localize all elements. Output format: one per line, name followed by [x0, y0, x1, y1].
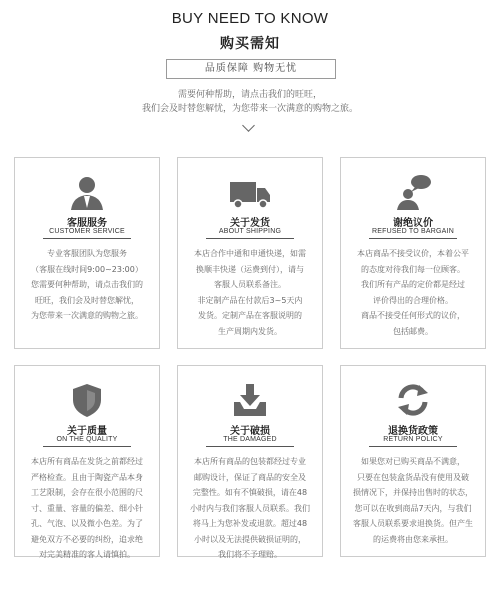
card-text: 孔、气泡、以及微小色差。为了	[31, 519, 143, 528]
card-text: 评价得出的合理价格。	[373, 295, 453, 305]
card-text: 完整性。如有不慎破损，请在48	[192, 488, 308, 497]
card-text: 小时内与我们客服人员联系。我们	[190, 503, 310, 513]
card-text: 的运费将由您来承担。	[373, 534, 453, 544]
card-text: 工艺限制，会存在很小范围的尺	[31, 488, 143, 497]
card-body	[21, 246, 153, 324]
card-title: 退换货政策	[388, 426, 438, 437]
chevron-down-icon	[242, 119, 255, 132]
intro-line: 需要何种帮助，请点击我们的旺旺，	[177, 90, 322, 100]
card-title: 客服服务	[67, 218, 107, 229]
card-text: 您需要何种帮助，请点击我们的	[31, 280, 143, 289]
card-text: 损情况下，并保持出售时的状态，	[353, 488, 473, 497]
card-text: 本店所有商品的包装都经过专业	[194, 457, 306, 466]
card-text: 商品不接受任何形式的议价，	[361, 311, 465, 320]
divider	[369, 238, 457, 239]
card-text: 旺旺，我们会及时替您解忧，	[35, 295, 139, 305]
speech-person-icon	[391, 174, 435, 210]
card-subtitle: THE DAMAGED	[223, 436, 277, 443]
card-subtitle: ON THE QUALITY	[56, 436, 118, 443]
card-body	[347, 454, 479, 547]
card-damaged	[177, 365, 323, 557]
card-title: 谢绝议价	[393, 218, 433, 229]
card-text: 客服人员联系备注。	[214, 280, 286, 289]
shield-icon	[65, 382, 109, 418]
quality-badge: 品质保障 购物无忧	[166, 59, 336, 79]
card-text: 包括邮费。	[393, 326, 433, 336]
card-text: 如果您对已购买商品不满意，	[361, 457, 465, 466]
card-quality	[14, 365, 160, 557]
card-text: 寸、重量、容量的偏差、细小针	[31, 503, 143, 513]
card-text: 本店所有商品在发货之前都经过	[31, 457, 143, 466]
card-text: 发货。定制产品在客服说明的	[198, 311, 302, 320]
card-text: 生产周期内发货。	[218, 326, 282, 336]
divider	[43, 238, 131, 239]
card-title: 关于破损	[230, 426, 270, 437]
divider	[206, 446, 294, 447]
inbox-download-icon	[228, 382, 272, 418]
truck-icon	[228, 174, 272, 210]
card-text: 的态度对待我们每一位顾客。	[361, 264, 465, 274]
card-subtitle: CUSTOMER SERVICE	[49, 228, 125, 235]
card-shipping	[177, 157, 323, 349]
card-return-policy	[340, 365, 486, 557]
card-bargain	[340, 157, 486, 349]
card-text: 将马上为您补发或退款。超过48	[192, 519, 308, 528]
card-subtitle: REFUSED TO BARGAIN	[372, 228, 454, 235]
refresh-arrows-icon	[391, 382, 435, 418]
page-title-cn: 购买需知	[220, 36, 280, 52]
card-text: 我们所有产品的定价都是经过	[361, 280, 465, 289]
card-text: 非定制产品在付款后3~5天内	[197, 295, 303, 305]
card-subtitle: RETURN POLICY	[383, 436, 443, 443]
card-text: 本店合作中通和申通快递，如需	[194, 249, 306, 258]
card-body	[184, 246, 316, 339]
card-title: 关于发货	[230, 218, 270, 229]
card-text: 本店商品不接受议价，本着公平	[357, 249, 469, 258]
customer-service-icon	[65, 174, 109, 210]
card-text: 小时以及无法提供破损证明的，	[194, 534, 306, 544]
divider	[43, 446, 131, 447]
intro-line: 我们会及时替您解忧，为您带来一次满意的购物之旅。	[141, 104, 358, 114]
page-title-en: BUY NEED TO KNOW	[171, 10, 329, 27]
card-text: 对完美精准的客人请慎拍。	[39, 550, 135, 559]
card-text: 换顺丰快递（运费到付），请与	[196, 264, 304, 274]
card-text: 我们将不予理赔。	[218, 550, 282, 559]
card-customer-service	[14, 157, 160, 349]
divider	[369, 446, 457, 447]
card-body	[21, 454, 153, 563]
card-text: 为您带来一次满意的购物之旅。	[31, 311, 143, 320]
card-body	[184, 454, 316, 563]
card-text: 客服人员联系要求退换货。但产生	[353, 519, 473, 528]
card-text: 专业客服团队为您服务	[47, 249, 127, 258]
card-subtitle: ABOUT SHIPPING	[218, 228, 282, 235]
card-text: 严格检查。且由于陶瓷产品本身	[31, 472, 143, 482]
card-text: 只要在包装盒货品没有使用及破	[357, 472, 469, 482]
card-text: （客服在线时间9:00~23:00）	[31, 264, 143, 274]
card-title: 关于质量	[67, 426, 107, 437]
card-text: 邮购设计，保证了商品的安全及	[194, 472, 306, 482]
divider	[206, 238, 294, 239]
card-text: 您可以在收到商品7天内，与我们	[354, 503, 472, 513]
card-text: 避免双方不必要的纠纷，追求绝	[31, 534, 143, 544]
card-body	[347, 246, 479, 339]
